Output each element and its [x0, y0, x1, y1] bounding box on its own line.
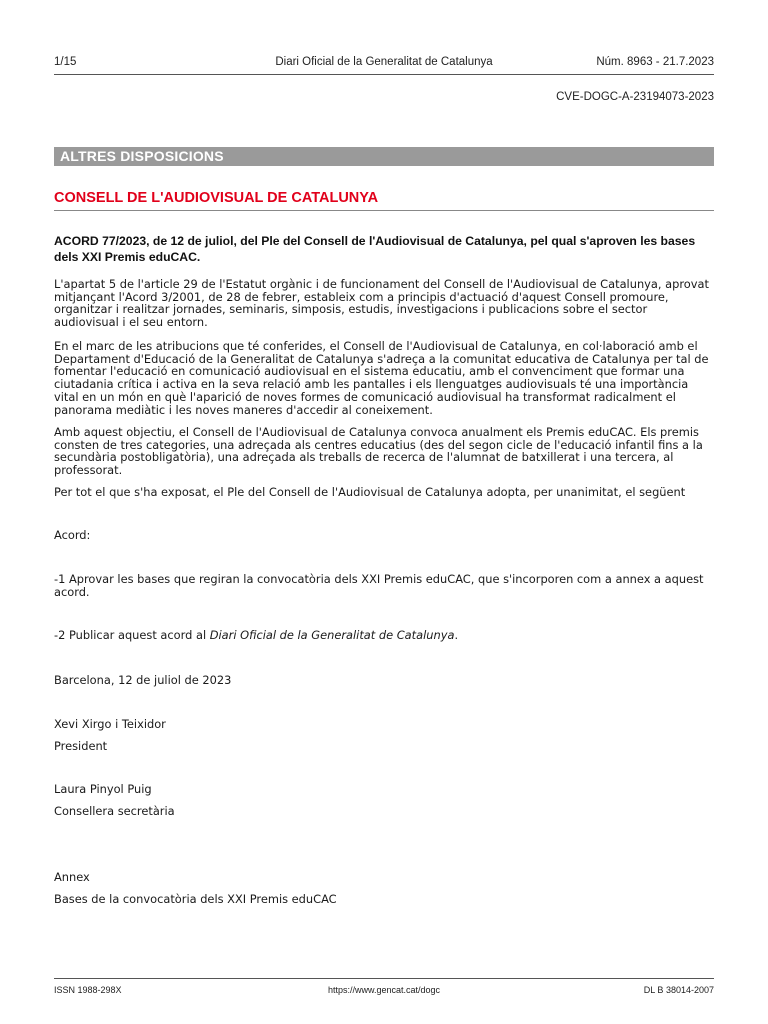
- item2-suffix: .: [454, 628, 459, 642]
- footer-divider: [54, 978, 714, 979]
- issn: ISSN 1988-298X: [54, 985, 122, 995]
- legal-deposit: DL B 38014-2007: [643, 985, 714, 995]
- journal-reference: Diari Oficial de la Generalitat de Catalunya: [209, 628, 455, 642]
- signatory-name: Laura Pinyol Puig: [54, 782, 152, 796]
- footer-url[interactable]: https://www.gencat.cat/dogc: [327, 985, 441, 995]
- annex-label: Annex: [54, 870, 90, 884]
- cve-code: CVE-DOGC-A-23194073-2023: [556, 91, 714, 103]
- agreement-item-2: [54, 629, 714, 642]
- agreement-label: Acord:: [54, 528, 91, 542]
- issue-number: Núm. 8963 - 21.7.2023: [596, 56, 714, 68]
- document-page: [54, 0, 714, 1024]
- section-banner: [54, 147, 714, 166]
- organization-divider: [54, 210, 714, 211]
- document-title: ACORD 77/2023, de 12 de juliol, del Ple del Consell de l'Audiovisual de Catalunya, pel qual s'aproven les bases dels XXI Premis eduCAC.: [54, 234, 696, 264]
- header-divider: [54, 74, 714, 75]
- paragraph: Amb aquest objectiu, el Consell de l'Audiovisual de Catalunya convoca anualment els Premis eduCAC. Els premis consten de tres categories, una adreçada als centres educatius (des del segon cicle de l'educació infantil fins a la secundària postobligatòria), una adreçada als treballs de recerca de l'alumnat de batxillerat i una tercera, al professorat.: [54, 425, 703, 478]
- page-number: 1/15: [54, 56, 77, 68]
- paragraph: Per tot el que s'ha exposat, el Ple del Consell de l'Audiovisual de Catalunya adopta, per unanimitat, el següent: [54, 485, 686, 499]
- annex-title: Bases de la convocatòria dels XXI Premis eduCAC: [54, 892, 337, 906]
- journal-name: Diari Oficial de la Generalitat de Catalunya: [275, 56, 493, 68]
- paragraph: En el marc de les atribucions que té conferides, el Consell de l'Audiovisual de Catalunya, en col·laboració amb el Departament d'Educació de la Generalitat de Catalunya s'adreça a la comunitat educativa de Catalunya per tal de fomentar l'educació en comunicació audiovisual en el sistema educatiu, amb el convenciment que formar una ciutadania crítica i activa en la seva relació amb les pantalles i els llenguatges audiovisuals té una importància vital en un món en què l'aparició de noves formes de comunicació audiovisual ha transformat radicalment el panorama mediàtic i les noves maneres d'accedir al coneixement.: [54, 339, 709, 417]
- agreement-item-1: -1 Aprovar les bases que regiran la convocatòria dels XXI Premis eduCAC, que s'incorporen com a annex a aquest acord.: [54, 572, 704, 599]
- item2-prefix: -2 Publicar aquest acord al: [54, 628, 210, 642]
- paragraph: L'apartat 5 de l'article 29 de l'Estatut orgànic i de funcionament del Consell de l'Audiovisual de Catalunya, aprovat mitjançant l'Acord 3/2001, de 28 de febrer, estableix com a principis d'actuació d'aquest Consell promoure, organitzar i realitzar jornades, seminaris, simposis, estudis, investigacions i publicacions sobre el sector audiovisual i el seu entorn.: [54, 277, 709, 330]
- organization-title: CONSELL DE L'AUDIOVISUAL DE CATALUNYA: [54, 190, 379, 206]
- signatory-name: Xevi Xirgo i Teixidor: [54, 717, 166, 731]
- signatory-role: Consellera secretària: [54, 804, 175, 818]
- signatory-role: President: [54, 739, 108, 753]
- place-date: Barcelona, 12 de juliol de 2023: [54, 673, 232, 687]
- section-title: ALTRES DISPOSICIONS: [60, 148, 224, 164]
